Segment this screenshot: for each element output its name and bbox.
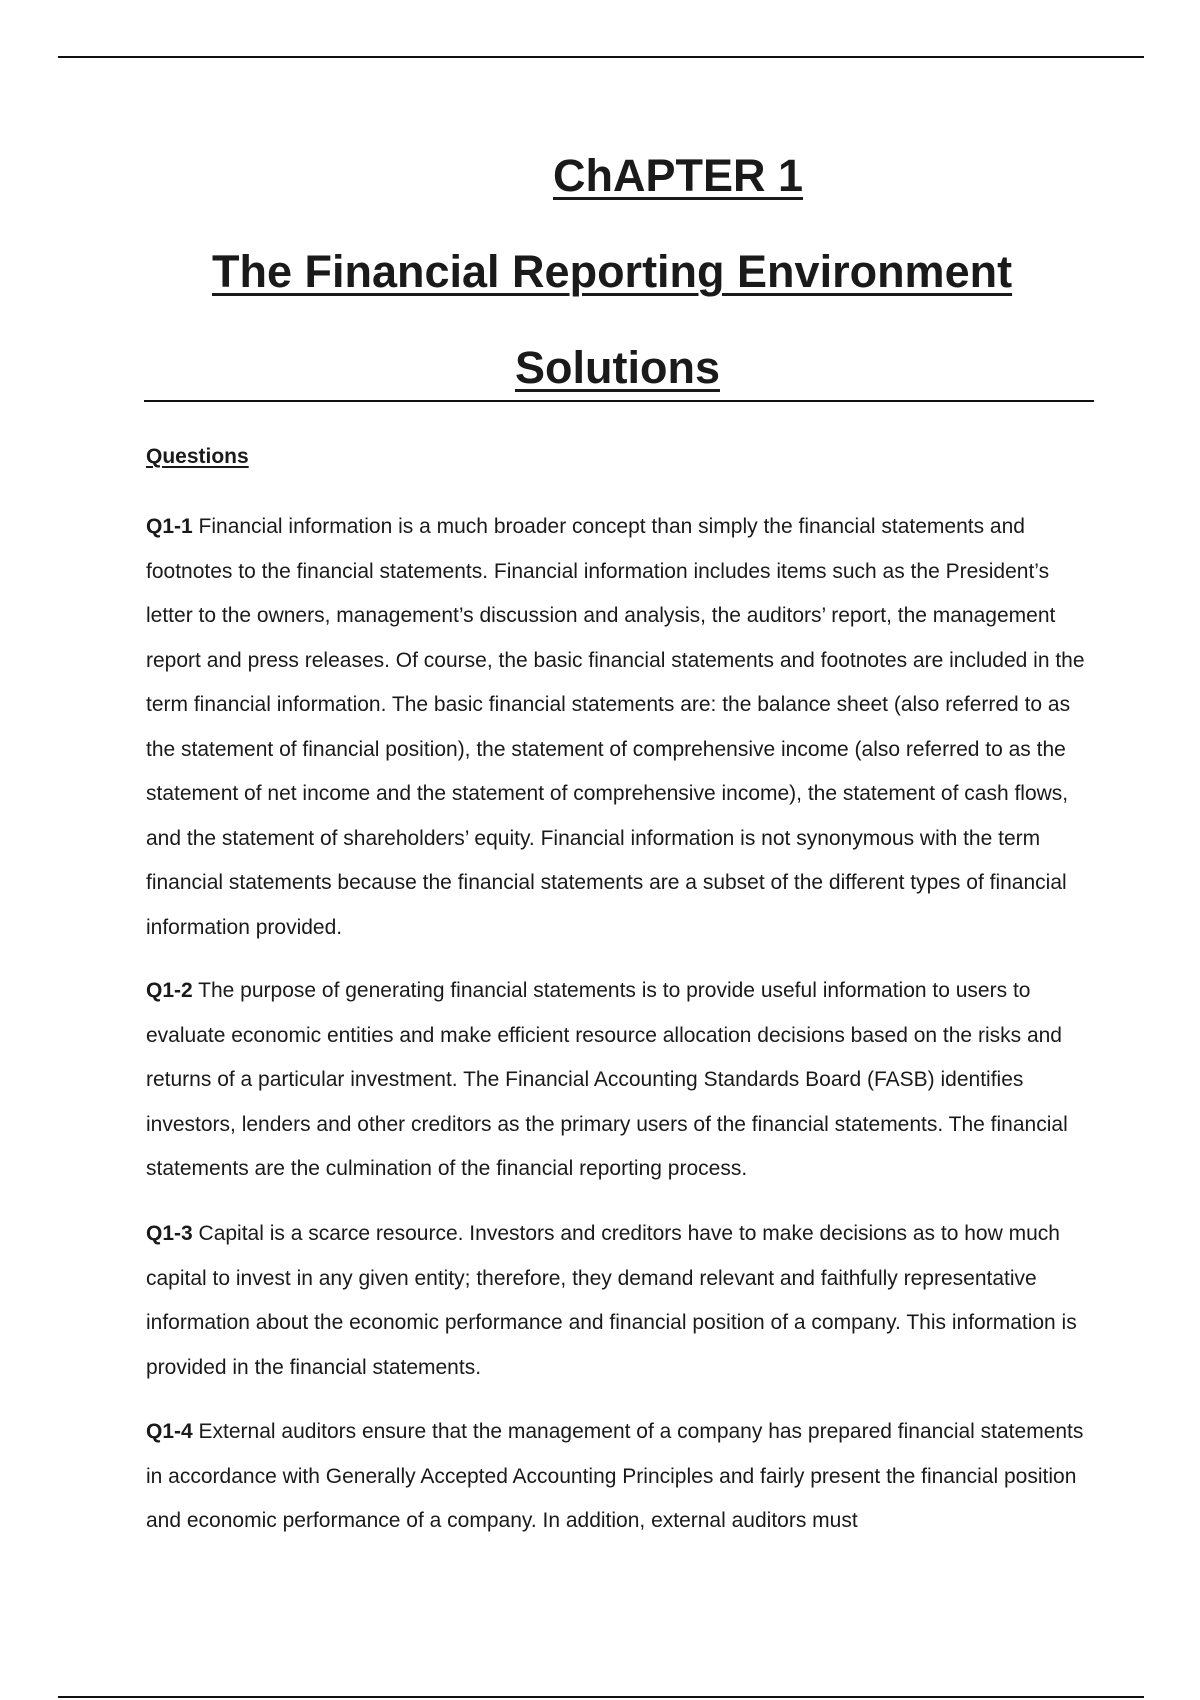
question-paragraph [146,1212,1094,1390]
title-rule [144,400,1094,402]
questions-heading: Questions [146,445,249,468]
question-paragraph [146,1410,1094,1544]
question-label: Q1-1 [146,515,193,538]
question-label: Q1-3 [146,1222,193,1245]
question-text: External auditors ensure that the management of a company has prepared financial statements in accordance with Generally Accepted Accounting Principles and fairly present the financial position and economic performance of a company. In addition, external auditors must [146,1420,1084,1532]
question-q1-1 [146,505,1094,950]
top-rule [58,56,1144,58]
document-title: The Financial Reporting Environment [212,246,1013,297]
question-text: Financial information is a much broader concept than simply the financial statements and footnotes to the financial statements. Financial information includes items such as the President’s letter to the owners, management’s discussion and analysis, the auditors’ report, the management report and press releases. Of course, the basic financial statements and footnotes are included in the term financial information. The basic financial statements are: the balance sheet (also referred to as the statement of financial position), the statement of comprehensive income (also referred to as the statement of net income and the statement of comprehensive income), the statement of cash flows, and the statement of shareholders’ equity. Financial information is not synonymous with the term financial statements because the financial statements are a subset of the different types of financial information provided. [146,515,1085,939]
document-subtitle: Solutions [515,342,720,393]
question-label: Q1-2 [146,979,193,1002]
question-text: Capital is a scarce resource. Investors and creditors have to make decisions as to how much capital to invest in any given entity; therefore, they demand relevant and faithfully representative information about the economic performance and financial position of a company. This information is provided in the financial statements. [146,1222,1077,1379]
question-q1-3 [146,1212,1094,1390]
question-text: The purpose of generating financial statements is to provide useful information to users to evaluate economic entities and make efficient resource allocation decisions based on the risks and returns of a particular investment. The Financial Accounting Standards Board (FASB) identifies investors, lenders and other creditors as the primary users of the financial statements. The financial statements are the culmination of the financial reporting process. [146,979,1068,1180]
bottom-rule [58,1696,1144,1698]
question-q1-4 [146,1410,1094,1544]
question-paragraph [146,969,1094,1192]
chapter-title: ChAPTER 1 [553,150,804,201]
question-label: Q1-4 [146,1420,193,1443]
question-paragraph [146,505,1094,950]
question-q1-2 [146,969,1094,1192]
